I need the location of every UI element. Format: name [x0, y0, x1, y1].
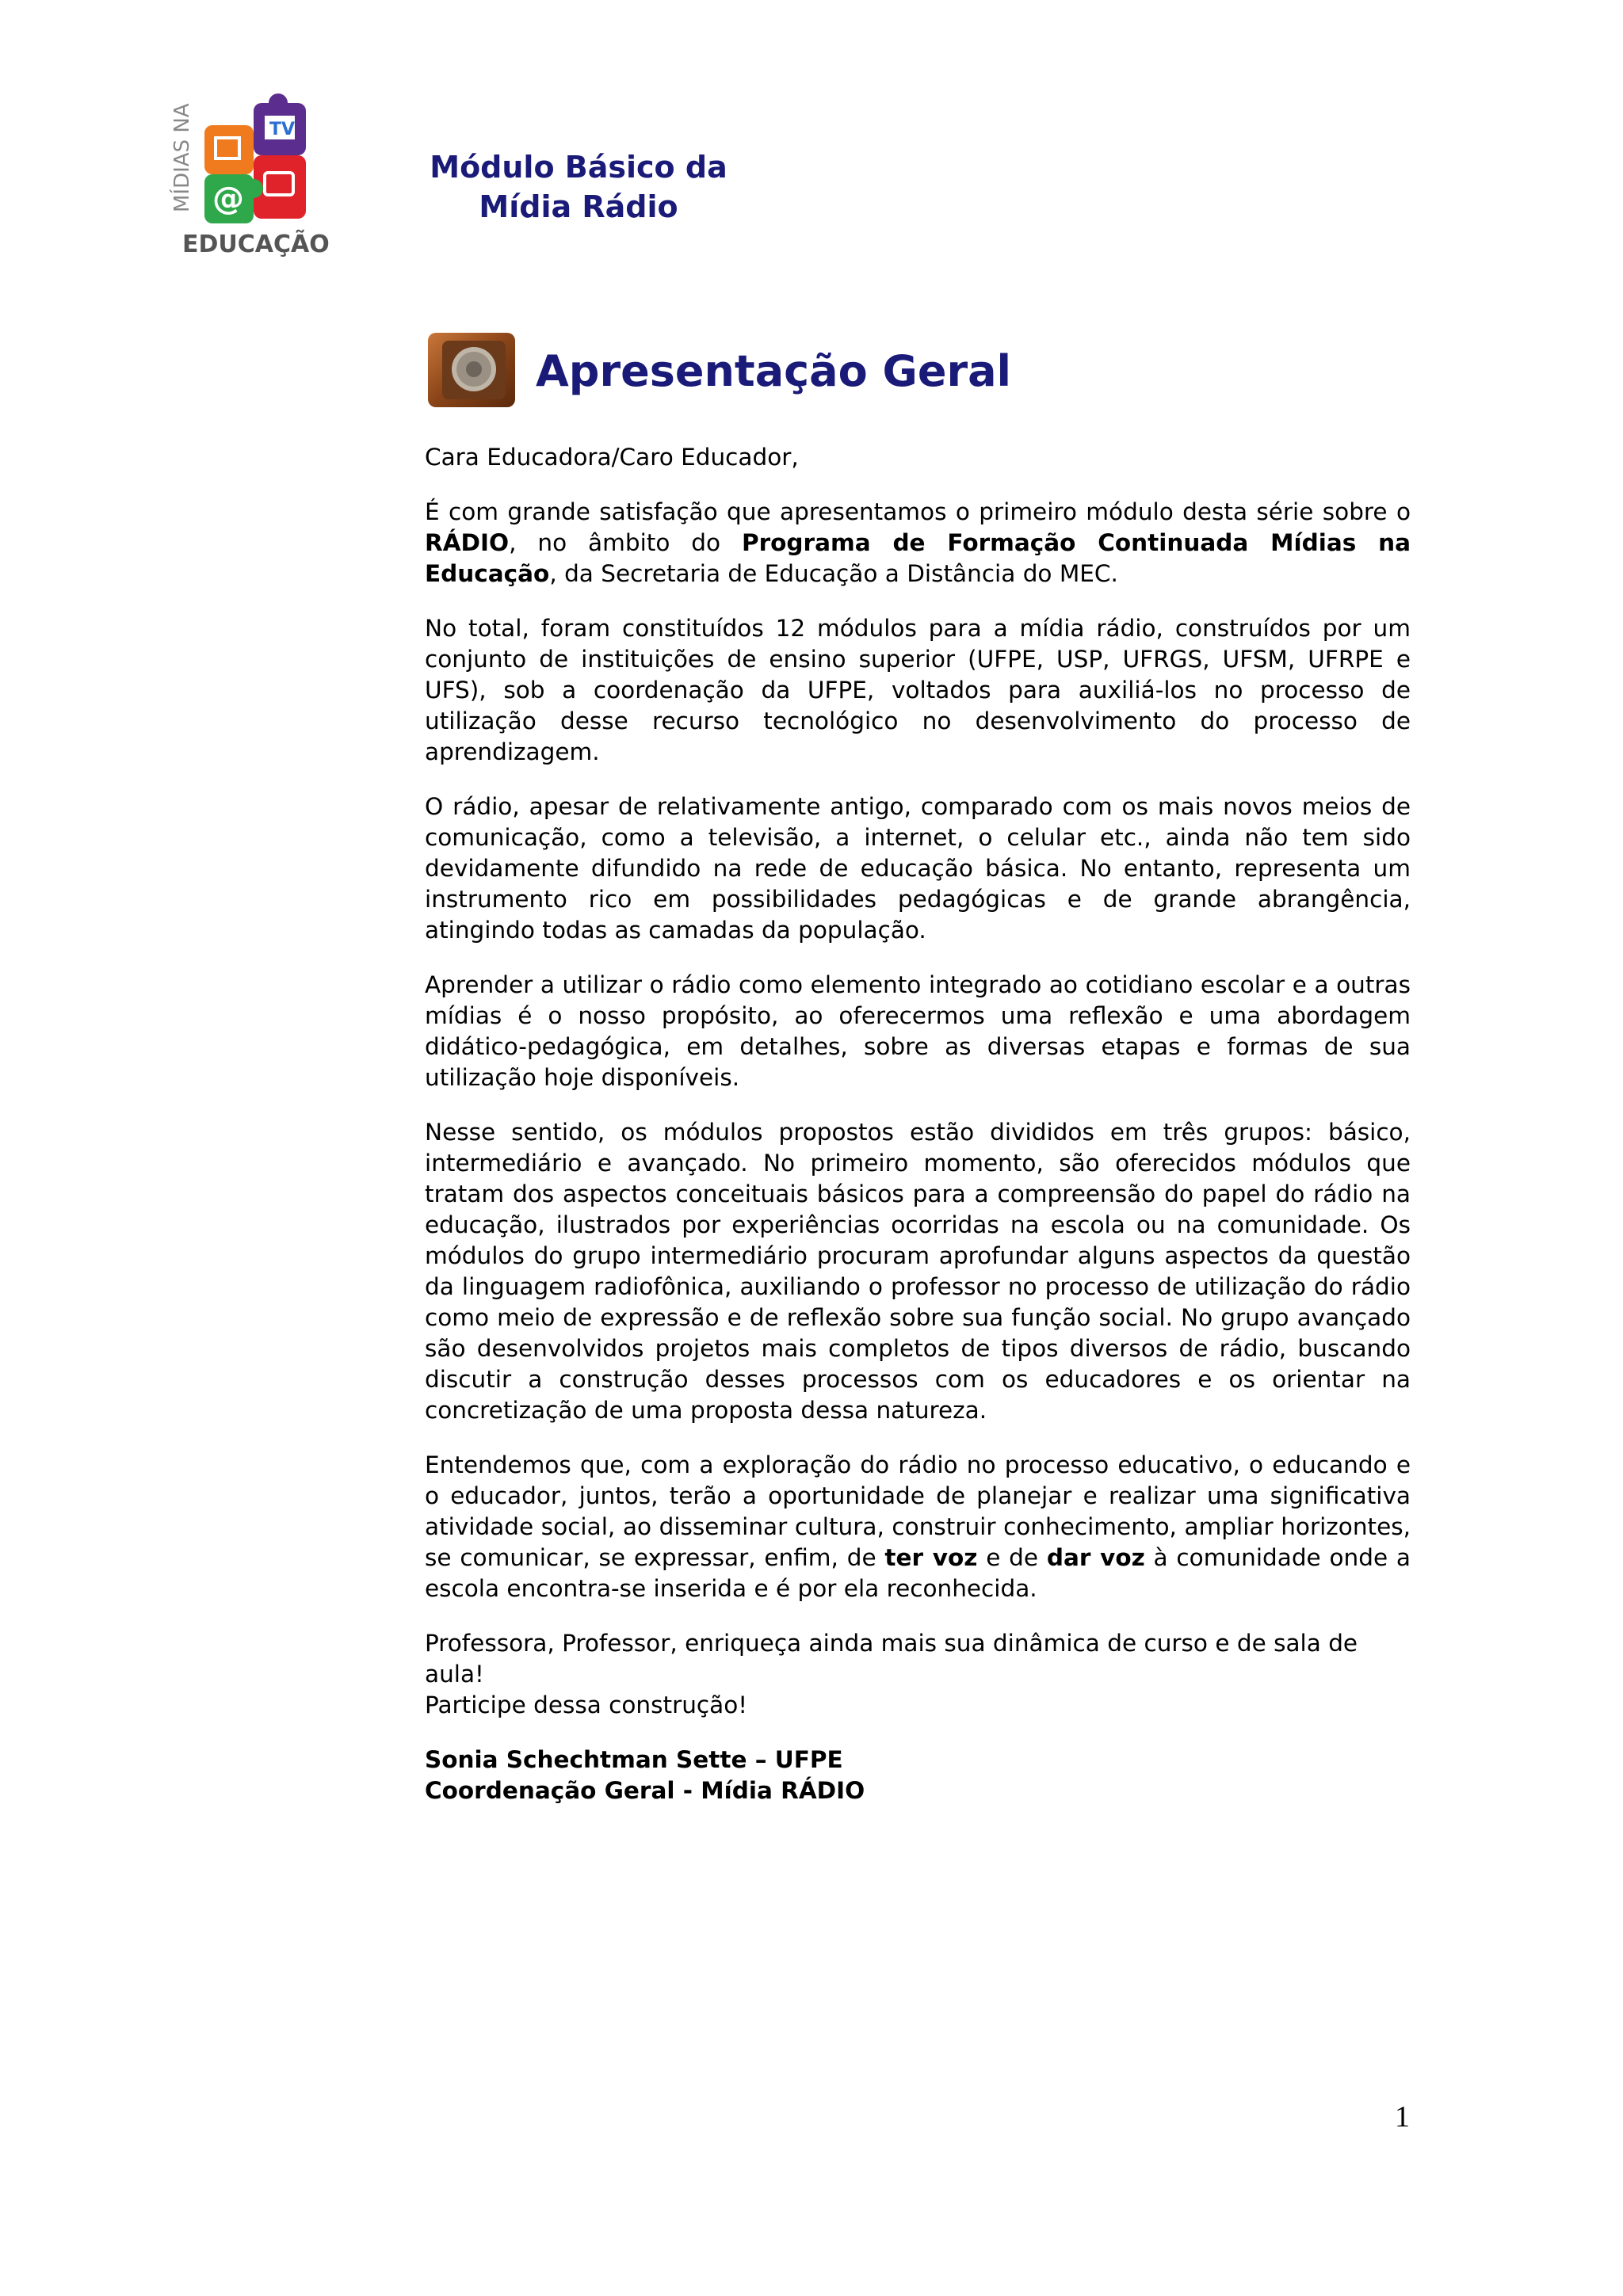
svg-text:TV: TV — [269, 120, 296, 139]
signature-role: Coordenação Geral - Mídia RÁDIO — [425, 1777, 865, 1804]
paragraph-6: Entendemos que, com a exploração do rádio no processo educativo, o educando e o educador, juntos, terão a oportunidade de planejar e realizar uma significativa atividade social, ao disseminar cultura, construir conhecimento, ampliar horizontes, se comunicar, se expressar, enfim, de ter voz e de dar voz à comunidade onde a escola encontra-se inserida e é por ela reconhecida. — [425, 1451, 1411, 1602]
page-number: 1 — [1395, 2100, 1410, 2134]
logo-icon — [165, 93, 330, 260]
paragraph-7 — [425, 1628, 1411, 1721]
module-title — [380, 147, 777, 227]
svg-text:EDUCAÇÃO: EDUCAÇÃO — [182, 231, 330, 258]
paragraph-5: Nesse sentido, os módulos propostos estão divididos em três grupos: básico, intermediário e avançado. No primeiro momento, são oferecidos módulos que tratam dos aspectos conceituais básicos para a compreensão do papel do rádio na educação, ilustrados por experiências ocorridas na escola ou na comunidade. Os módulos do grupo intermediário procuram aprofundar alguns aspectos da questão da linguagem radiofônica, auxiliando o professor no processo de utilização do rádio como meio de expressão e de reflexão sobre sua função social. No grupo avançado são desenvolvidos projetos mais completos de tipos diversos de rádio, buscando discutir a construção desses processos com os educadores e os orientar na concretização de uma proposta dessa natureza. — [425, 1119, 1411, 1424]
module-title-line2: Mídia Rádio — [479, 189, 678, 224]
document-body — [425, 442, 1411, 1830]
midias-na-educacao-logo — [165, 93, 330, 260]
signature-name: Sonia Schechtman Sette – UFPE — [425, 1746, 843, 1773]
section-title: Apresentação Geral — [536, 346, 1012, 396]
closing-line-2: Participe dessa construção! — [425, 1691, 748, 1718]
svg-text:@: @ — [212, 181, 244, 217]
radio-icon — [425, 330, 518, 410]
closing-line-1: Professora, Professor, enriqueça ainda mais sua dinâmica de curso e de sala de aula! — [425, 1630, 1358, 1688]
paragraph-4: Aprender a utilizar o rádio como elemento integrado ao cotidiano escolar e a outras mídias é o nosso propósito, ao oferecermos uma reflexão e uma abordagem didático-pedagógica, em detalhes, sobre as diversas etapas e formas de sua utilização hoje disponíveis. — [425, 971, 1411, 1091]
paragraph-1: É com grande satisfação que apresentamos o primeiro módulo desta série sobre o RÁDIO, no âmbito do Programa de Formação Continuada Mídias na Educação, da Secretaria de Educação a Distância do MEC. — [425, 498, 1411, 587]
paragraph-3: O rádio, apesar de relativamente antigo, comparado com os mais novos meios de comunicação, como a televisão, a internet, o celular etc., ainda não tem sido devidamente difundido na rede de educação básica. No entanto, representa um instrumento rico em possibilidades pedagógicas e de grande abrangência, atingindo todas as camadas da população. — [425, 793, 1411, 944]
svg-text:MÍDIAS NA: MÍDIAS NA — [170, 103, 194, 212]
module-title-line1: Módulo Básico da — [430, 150, 727, 185]
signature — [425, 1745, 1411, 1806]
paragraph-2: No total, foram constituídos 12 módulos para a mídia rádio, construídos por um conjunto de instituições de ensino superior (UFPE, USP, UFRGS, UFSM, UFRPE e UFS), sob a coordenação da UFPE, voltados para auxiliá-los no processo de utilização desse recurso tecnológico no desenvolvimento do processo de aprendizagem. — [425, 615, 1411, 765]
greeting: Cara Educadora/Caro Educador, — [425, 444, 799, 471]
